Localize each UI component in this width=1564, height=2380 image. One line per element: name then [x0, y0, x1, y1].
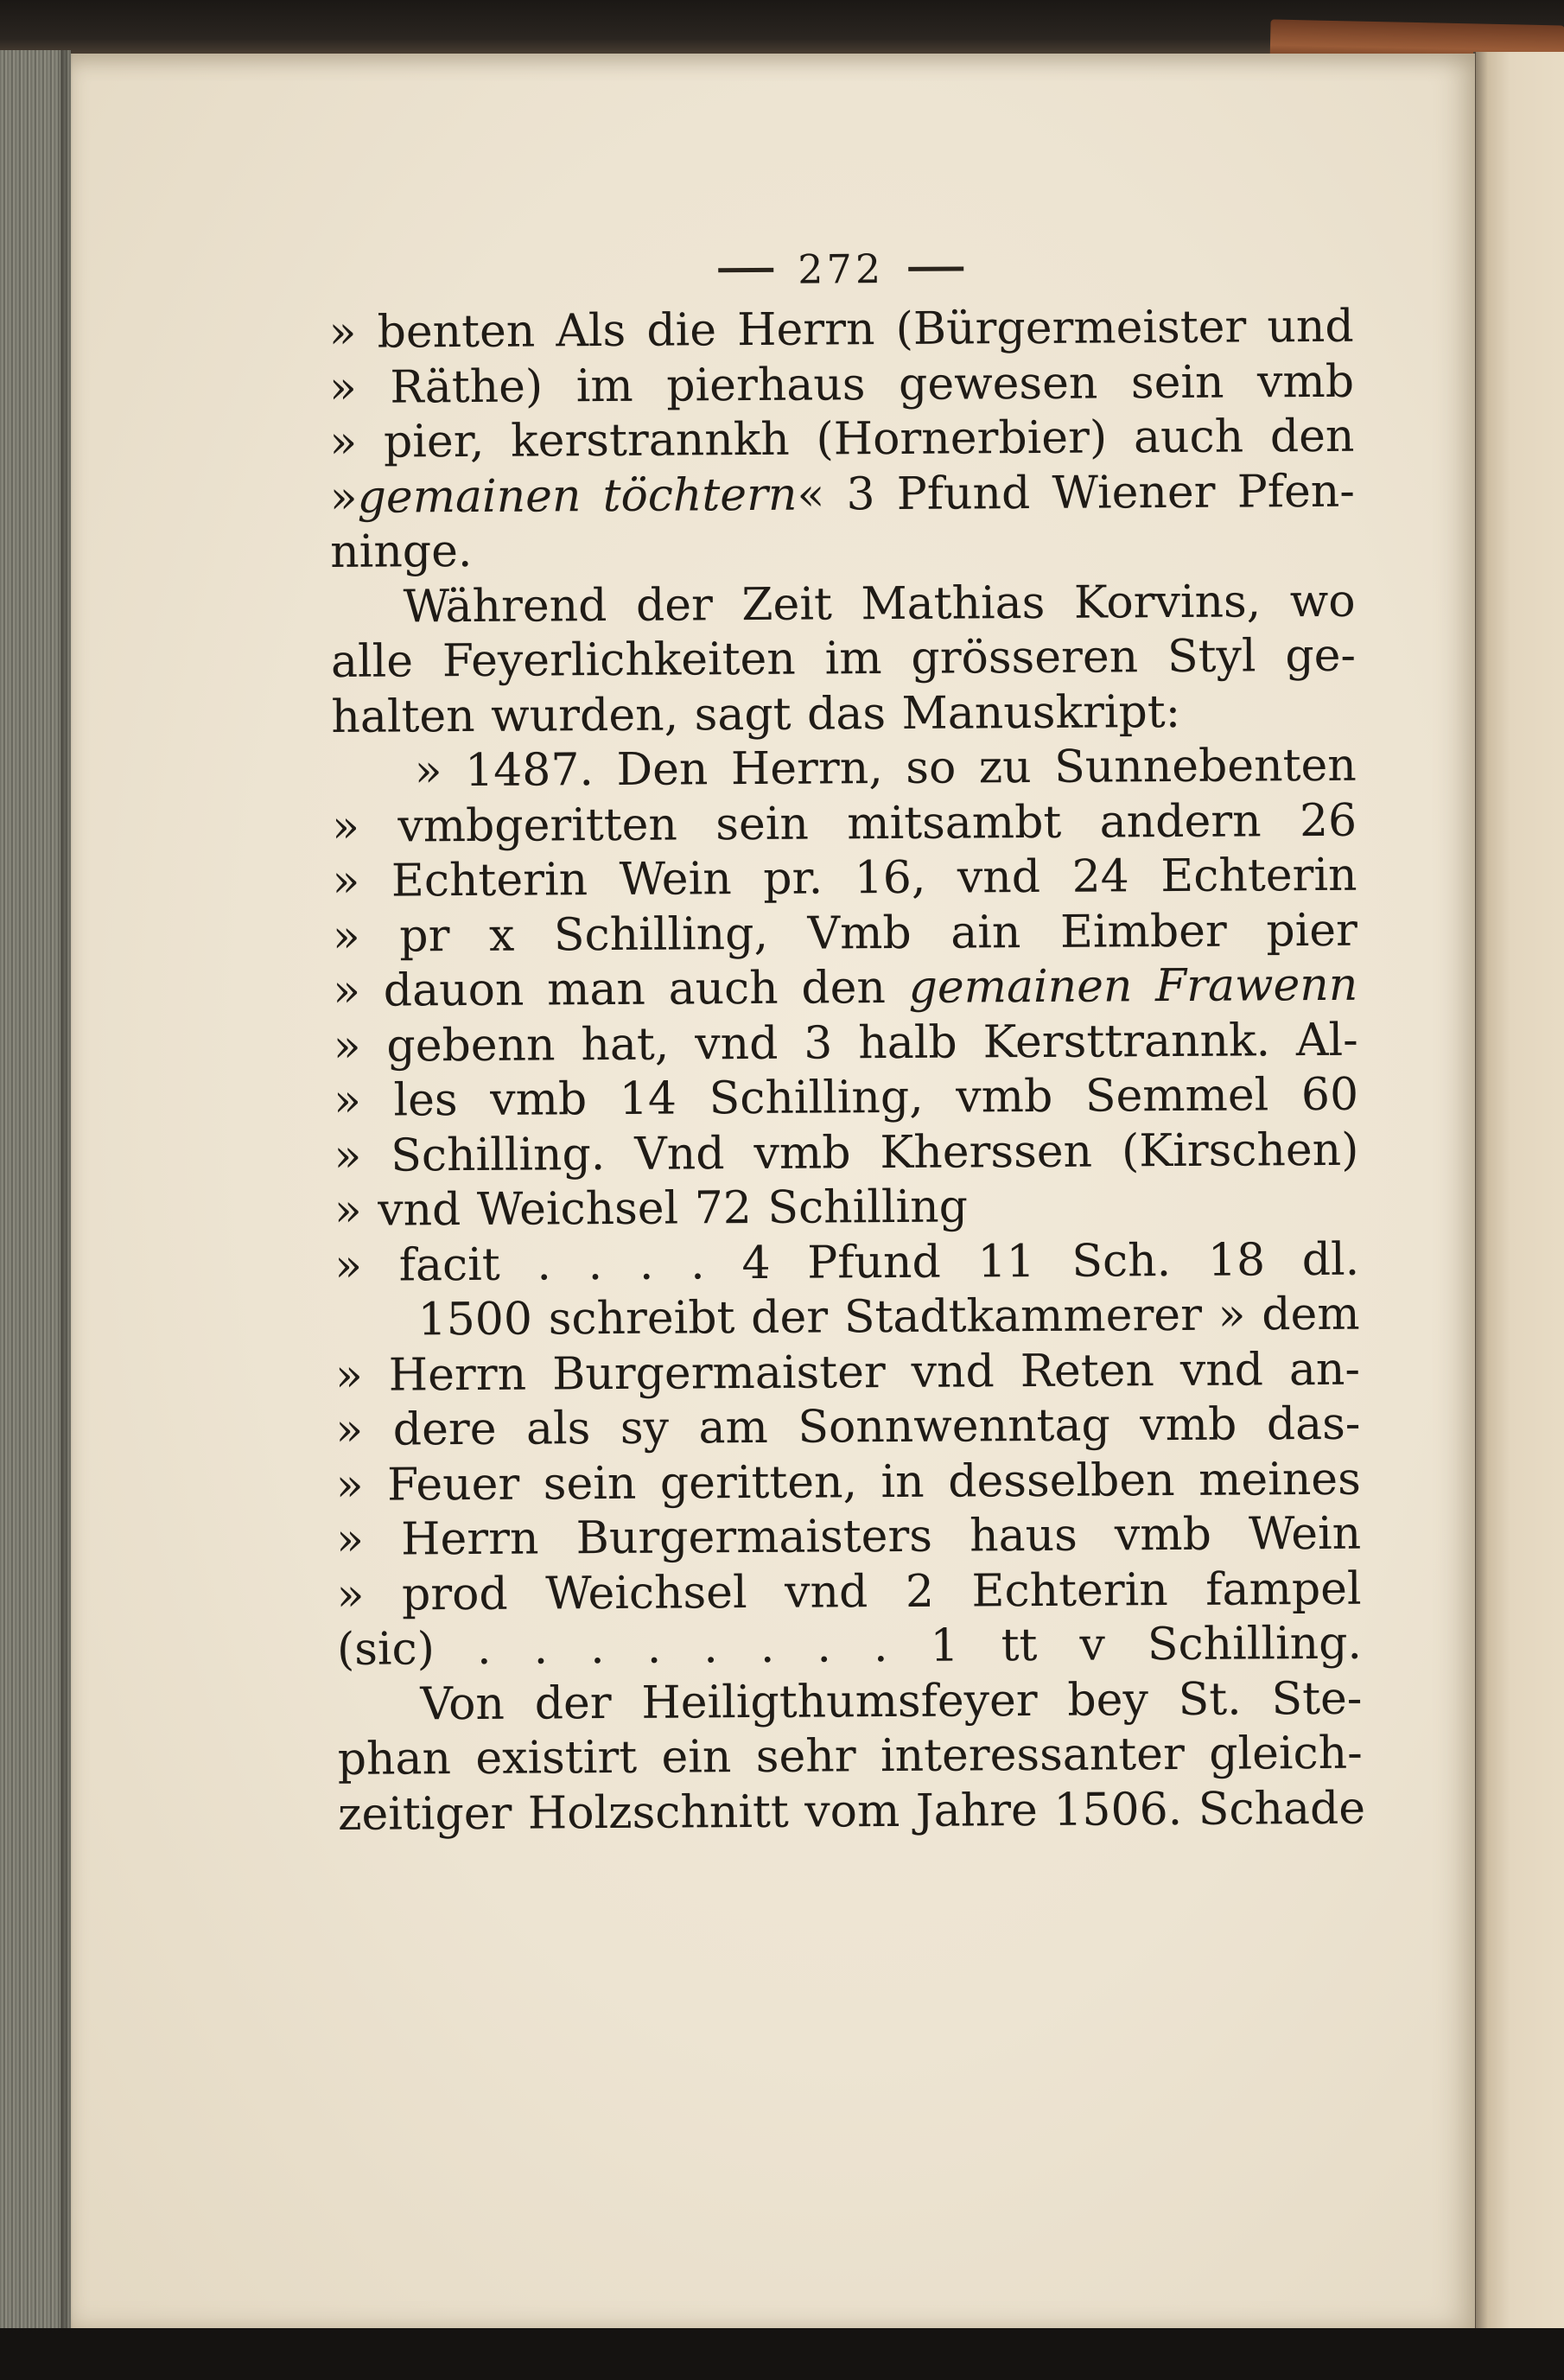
text-line: » gebenn hat, vnd 3 halb Kersttrannk. Al- — [333, 1014, 1358, 1072]
text-line: ninge. — [330, 525, 473, 578]
text-line: » Herrn Burgermaister vnd Reten vnd an- — [334, 1343, 1361, 1402]
italic-text: gemainen töchtern — [357, 468, 798, 524]
text-line: » Feuer sein geritten, in desselben meines — [335, 1453, 1361, 1511]
text-fragment: » dauon man auch den — [333, 961, 909, 1017]
text-line: » benten Als die Herrn (Bürgermeister und — [328, 300, 1354, 359]
text-line: » Echterin Wein pr. 16, vnd 24 Echterin — [332, 849, 1357, 907]
text-line: » Schilling. Vnd vmb Kherssen (Kirschen) — [334, 1123, 1359, 1182]
text-line: » pr x Schilling, Vmb ain Eimber pier — [332, 904, 1358, 963]
text-line: » vmbgeritten sein mitsambt andern 26 — [331, 794, 1357, 853]
text-line — [333, 958, 1357, 1020]
text-line: phan existirt ein sehr interessanter gleich- — [337, 1727, 1363, 1785]
text-line: » 1487. Den Herrn, so zu Sunnebenten — [414, 739, 1357, 798]
page-number: 272 — [798, 245, 885, 293]
text-line: » dere als sy am Sonnwenntag vmb das- — [335, 1397, 1361, 1456]
gutter-shadow — [60, 50, 73, 2332]
text-line — [330, 464, 1355, 525]
text-line: (sic) . . . . . . . . 1 tt v Schilling. — [336, 1617, 1363, 1676]
text-fragment: » — [329, 471, 358, 524]
facing-page-edge — [1473, 52, 1564, 2333]
page-text-block — [328, 232, 1366, 1842]
header-rule-left — [718, 267, 773, 271]
text-line: » vnd Weichsel 72 Schilling — [334, 1180, 969, 1237]
page-header — [328, 232, 1353, 306]
text-line: Während der Zeit Mathias Korvins, wo — [403, 575, 1356, 633]
text-line: Von der Heiligthumsfeyer bey St. Ste- — [420, 1672, 1363, 1730]
text-line: » pier, kerstrannkh (Hornerbier) auch den — [329, 410, 1355, 468]
text-line: 1500 schreibt der Stadtkammerer » dem — [417, 1288, 1360, 1346]
header-rule-right — [908, 266, 963, 270]
text-line: zeitiger Holzschnitt vom Jahre 1506. Schade — [337, 1782, 1366, 1841]
text-line: » facit . . . . 4 Pfund 11 Sch. 18 dl. — [334, 1233, 1360, 1292]
text-line: » Räthe) im pierhaus gewesen sein vmb — [328, 355, 1355, 414]
text-fragment: « 3 Pfund Wiener Pfen- — [797, 465, 1355, 521]
text-line: » les vmb 14 Schilling, vmb Semmel 60 — [333, 1068, 1359, 1127]
scan-bottom-border — [0, 2328, 1564, 2380]
text-line: halten wurden, sagt das Manuskript: — [331, 685, 1181, 743]
text-line: alle Feyerlichkeiten im grösseren Styl ge- — [330, 629, 1357, 688]
text-line: » Herrn Burgermaisters haus vmb Wein — [336, 1507, 1362, 1566]
text-line: » prod Weichsel vnd 2 Echterin fampel — [336, 1562, 1362, 1621]
italic-text: gemainen Frawenn — [908, 958, 1358, 1014]
